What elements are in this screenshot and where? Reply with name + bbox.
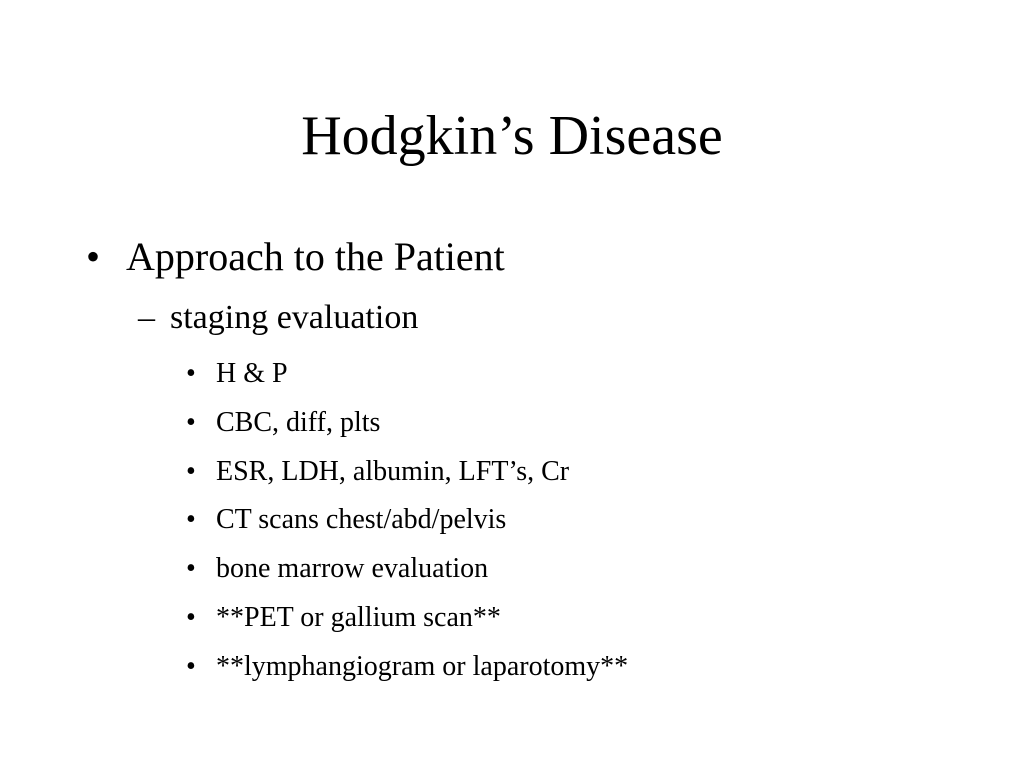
list-item-text: H & P — [216, 358, 288, 389]
bullet-level1-text: Approach to the Patient — [126, 234, 505, 279]
list-item — [186, 496, 628, 545]
bullet-icon: • — [86, 234, 101, 279]
list-item — [186, 448, 628, 497]
bullet-icon: • — [186, 504, 196, 536]
bullet-icon: • — [186, 358, 196, 389]
list-item-text: **PET or gallium scan** — [216, 601, 501, 633]
slide-title: Hodgkin’s Disease — [301, 105, 723, 167]
bullet-icon: • — [186, 650, 196, 682]
bullet-icon: • — [186, 455, 196, 487]
list-item-text: **lymphangiogram or laparotomy** — [216, 650, 629, 682]
bullet-icon: • — [186, 406, 196, 438]
bullet-level1 — [86, 232, 505, 282]
bullet-level2 — [138, 296, 418, 340]
list-item — [186, 399, 628, 448]
list-item — [186, 350, 628, 399]
bullet-icon: • — [186, 553, 196, 585]
list-item-text: CBC, diff, plts — [216, 406, 381, 438]
bullet-level2-text: staging evaluation — [170, 299, 419, 336]
list-item — [186, 594, 628, 643]
sub-bullet-list — [186, 350, 628, 692]
list-item — [186, 643, 628, 692]
list-item-text: bone marrow evaluation — [216, 553, 489, 585]
list-item-text: CT scans chest/abd/pelvis — [216, 504, 507, 536]
dash-icon: – — [138, 299, 155, 336]
list-item — [186, 545, 628, 594]
bullet-icon: • — [186, 601, 196, 633]
list-item-text: ESR, LDH, albumin, LFT’s, Cr — [216, 455, 570, 487]
